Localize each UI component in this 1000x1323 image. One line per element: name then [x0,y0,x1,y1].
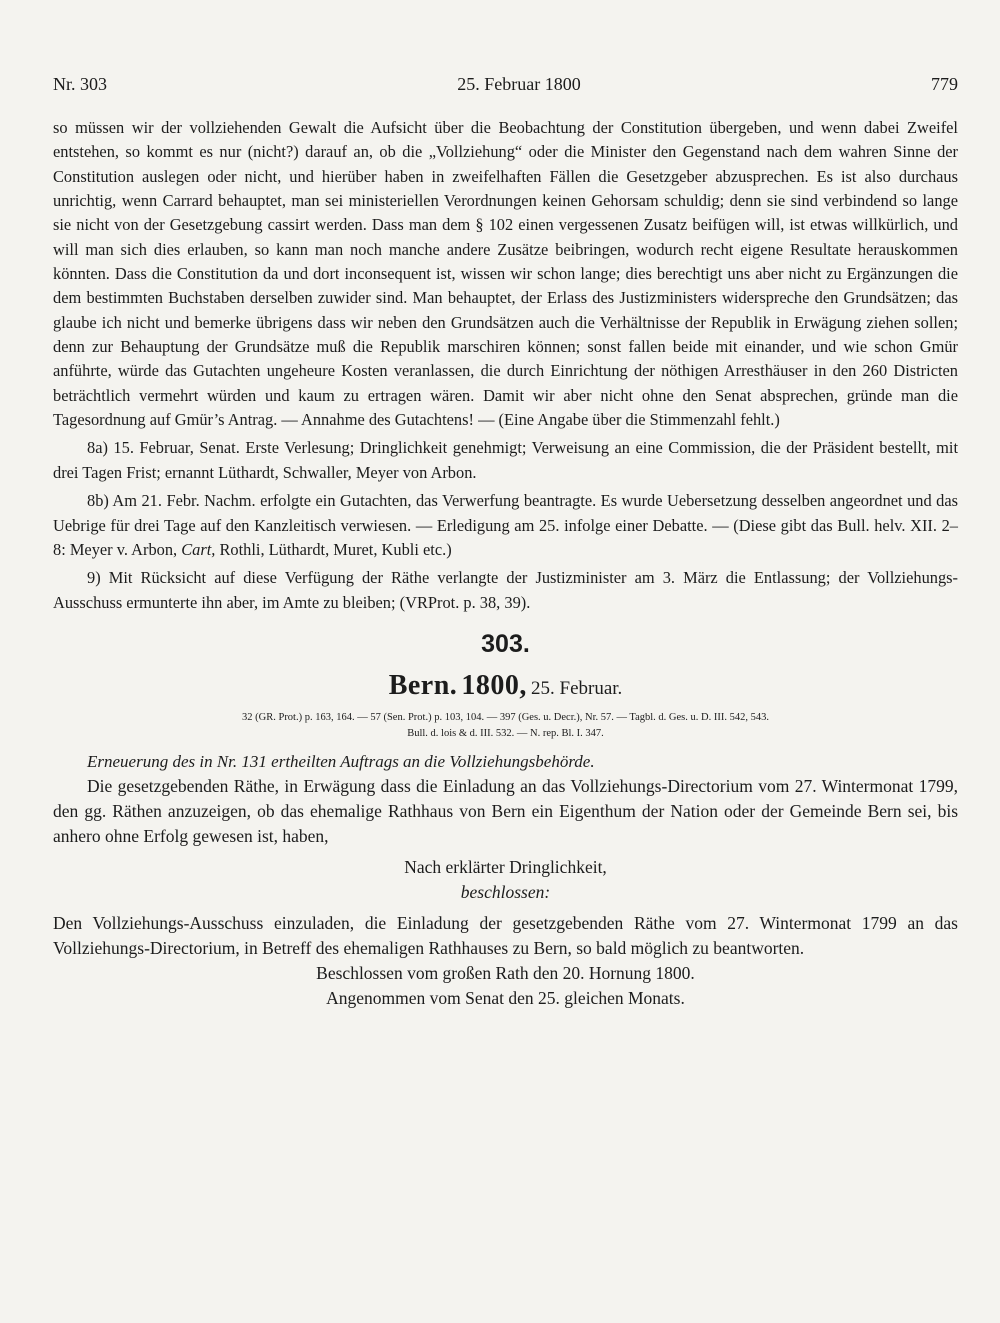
decree-passed-senate: Angenommen vom Senat den 25. gleichen Monats. [326,988,685,1009]
entry-date: 25. Februar. [531,677,623,699]
note-8b-italic: Cart, [181,539,216,559]
decree-resolved: beschlossen: [460,882,551,903]
header-date: 25. Februar 1800 [457,74,581,94]
decree-urgency: Nach erklärter Dringlichkeit, [404,857,607,878]
page-body [53,116,958,1011]
note-9: 9) Mit Rücksicht auf diese Verfügung der Räthe verlangte der Justizminister am 3. März die Entlassung; der Vollziehungs-Ausschuss ermunterte ihn aber, im Amte zu bleiben; (VRProt. p. 38, 39). [53,568,958,612]
entry-place-date [53,669,958,706]
note-8b-tail: Rothli, Lüthardt, Muret, Kubli etc.) [215,539,452,559]
decree-decision: Den Vollziehungs-Ausschuss einzuladen, die Einladung der gesetzgebenden Räthe vom 27. Wintermonat 1799 an das Vollziehungs-Directorium, in Betreff des ehemaligen Rathhauses zu Bern, so bald möglich zu beantworten. [53,913,958,959]
header-page-number: 779 [930,74,958,94]
decree-passed-grand-council: Beschlossen vom großen Rath den 20. Hornung 1800. [316,963,695,984]
note-8b [53,489,958,562]
continuation-paragraph: so müssen wir der vollziehenden Gewalt die Aufsicht über die Beobachtung der Constitution übergeben, und wenn dabei Zweifel entstehen, so kommt es nur (nicht?) darauf an, ob die „Vollziehung“ oder die Minister den Gegenstand nach dem wahren Sinne der Constitution auslegen oder nicht, und hierüber haben in zweifelhaften Fällen die Gesetzgeber abzusprechen. Es ist also durchaus unrichtig, wenn Carrard behauptet, man sei ministeriellen Verordnungen keinen Gehorsam schuldig; denn sie sind verbindend so lange sie nicht von der Gesetzgebung cassirt werden. Dass man dem § 102 einen vergessenen Zusatz beifügen will, ist etwas willkürlich, und will man sich dies erlauben, so kann man noch manche andere Zusätze beibringen, wodurch recht eigene Resultate herauskommen könnten. Dass die Constitution da und dort inconsequent ist, wissen wir schon lange; dies berechtigt uns aber nicht zu Ergänzungen die dem bestimmten Buchstaben derselben zuwider sind. Man behauptet, der Erlass des Justizministers widerspreche den Grundsätzen; das glaube ich nicht und bemerke übrigens dass wir neben den Grundsätzen auch die Verhältnisse der Republik in Erwägung ziehen sollen; denn zur Behauptung der Grundsätze muß die Republik marschiren können; sonst fallen beide mit einander, und wie schon Gmür anführte, würde das Gutachten ungeheure Kosten veranlassen, die durch Einrichtung der nöthigen Arresthäuser in den 260 Districten beträchtlich vermehrt würden und kaum zu ertragen wären. Damit wir aber nicht ohne den Senat absprechen, gründe man die Tagesordnung auf Gmür’s Antrag. — Annahme des Gutachtens! — (Eine Angabe über die Stimmenzahl fehlt.) [53,118,958,430]
note-8b-text: 8b) Am 21. Febr. Nachm. erfolgte ein Gutachten, das Verwerfung beantragte. Es wurde Uebersetzung desselben angeordnet und das Uebrige für drei Tage auf den Kanzleitisch verwiesen. — Erledigung am 25. infolge einer Debatte. — (Diese gibt das Bull. helv. XII. 2–8: Meyer v. Arbon, [53,491,958,559]
entry-subject: Erneuerung des in Nr. 131 ertheilten Auftrags an die Vollziehungsbehörde. [87,751,595,771]
entry-number: 303. [481,629,530,658]
entry-references [53,710,958,742]
decree-preamble: Die gesetzgebenden Räthe, in Erwägung dass die Einladung an das Vollziehungs-Directorium vom 27. Wintermonat 1799, den gg. Räthen anzuzeigen, ob das ehemalige Rathhaus von Bern ein Eigenthum der Nation oder der Gemeinde Bern sei, bis anhero ohne Erfolg gewesen ist, haben, [53,776,958,847]
entry-year: 1800, [461,669,527,701]
references-line-2: Bull. d. lois & d. III. 532. — N. rep. Bl. I. 347. [407,727,604,739]
references-line-1: 32 (GR. Prot.) p. 163, 164. — 57 (Sen. Prot.) p. 103, 104. — 397 (Ges. u. Decr.), Nr. 57. — Tagbl. d. Ges. u. D. III. 542, 543. [242,711,769,723]
entry-place: Bern. [388,669,458,701]
running-header [53,74,958,98]
note-8a: 8a) 15. Februar, Senat. Erste Verlesung; Dringlichkeit genehmigt; Verweisung an eine Commission, die der Präsident bestellt, mit drei Tagen Frist; ernannt Lüthardt, Schwaller, Meyer von Arbon. [53,438,958,482]
header-issue-number: Nr. 303 [53,74,107,94]
